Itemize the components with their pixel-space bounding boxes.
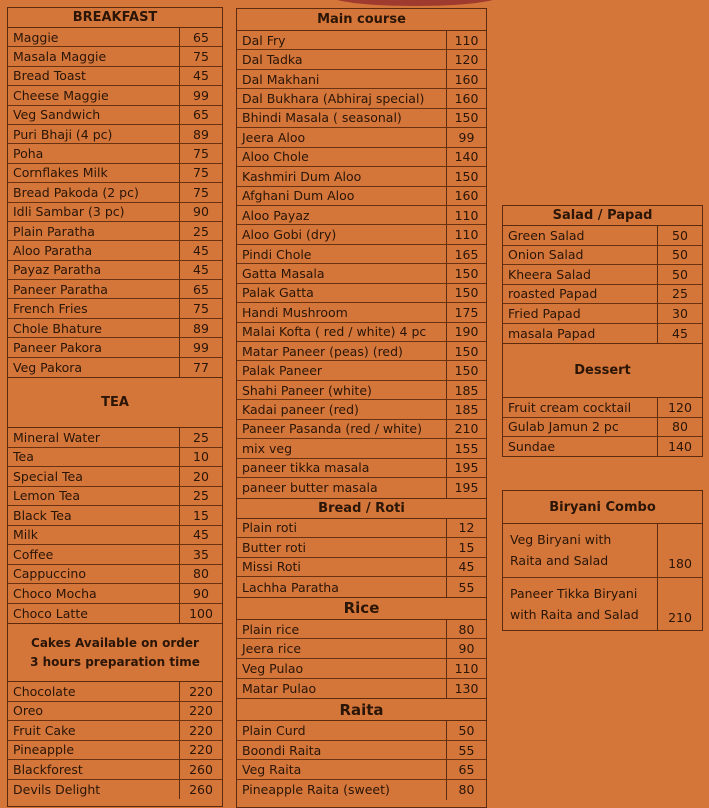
menu-item-price: 15 (446, 538, 486, 557)
menu-item-name: Pineapple (13, 742, 75, 758)
menu-item-name: Milk (13, 527, 38, 543)
menu-item-price: 50 (657, 265, 702, 284)
menu-item-price: 90 (179, 584, 222, 603)
menu-item-name: Afghani Dum Aloo (242, 188, 355, 204)
menu-item-name: Paneer Pakora (13, 339, 102, 355)
menu-item-name: Palak Paneer (242, 363, 323, 379)
menu-item-row (8, 467, 222, 487)
menu-item-name: Blackforest (13, 761, 83, 777)
menu-item-name: Gatta Masala (242, 265, 325, 281)
menu-item-row (8, 47, 222, 66)
menu-item-price: 150 (446, 342, 486, 360)
menu-item-row (237, 284, 486, 303)
menu-item-row (503, 418, 702, 438)
menu-item-name: Veg Pakora (13, 359, 83, 375)
menu-item-name: Aloo Gobi (dry) (242, 227, 337, 243)
menu-item-row (503, 398, 702, 418)
menu-item-price: 75 (179, 144, 222, 162)
menu-item-price: 150 (446, 284, 486, 302)
menu-item-price: 220 (179, 741, 222, 760)
menu-item-row (237, 31, 486, 50)
menu-item-row (8, 222, 222, 241)
menu-item-price: 150 (446, 264, 486, 282)
menu-item-name: Sundae (508, 439, 556, 455)
menu-item-name: Maggie (13, 29, 59, 45)
menu-item-row (237, 558, 486, 578)
menu-item-price: 80 (657, 418, 702, 437)
menu-item-name: Jeera Aloo (242, 129, 306, 145)
menu-item-price: 150 (446, 109, 486, 127)
menu-item-name: Fruit cream cocktail (508, 399, 632, 415)
menu-item-row (237, 342, 486, 361)
menu-item-price: 65 (179, 106, 222, 124)
menu-item-row (8, 164, 222, 183)
menu-item-row (237, 577, 486, 597)
main-course-header: Main course (237, 9, 486, 31)
menu-item-name: Pindi Chole (242, 246, 312, 262)
menu-item-row (237, 225, 486, 244)
menu-item-row (237, 519, 486, 539)
menu-item-price: 90 (446, 639, 486, 658)
menu-item-name: Choco Latte (13, 605, 88, 621)
menu-item-price: 10 (179, 448, 222, 467)
menu-item-name: paneer butter masala (242, 480, 378, 496)
menu-item-name: paneer tikka masala (242, 460, 370, 476)
menu-item-price: 220 (179, 682, 222, 701)
menu-item-row (8, 487, 222, 507)
menu-item-row (237, 400, 486, 419)
menu-item-row (8, 682, 222, 702)
menu-item-row (8, 760, 222, 780)
menu-item-row (237, 721, 486, 741)
menu-item-name: Paneer Paratha (13, 281, 108, 297)
menu-item-price: 99 (179, 86, 222, 104)
menu-item-name: Puri Bhaji (4 pc) (13, 126, 113, 142)
rice-header: Rice (237, 597, 486, 620)
menu-item-name: Onion Salad (508, 247, 584, 263)
biryani-box (502, 490, 703, 631)
menu-item-price: 220 (179, 702, 222, 721)
menu-item-name: Aloo Chole (242, 149, 309, 165)
menu-item-name: Gulab Jamun 2 pc (508, 419, 619, 435)
menu-item-price: 120 (446, 50, 486, 68)
menu-item-row (8, 584, 222, 604)
menu-item-price: 110 (446, 31, 486, 49)
menu-item-name: Poha (13, 146, 44, 162)
menu-item-name: Lachha Paratha (242, 579, 339, 595)
menu-item-price: 75 (179, 164, 222, 182)
menu-item-row (8, 702, 222, 722)
menu-item-name: Butter roti (242, 539, 306, 555)
menu-item-row (237, 264, 486, 283)
cakes-note (8, 623, 222, 682)
menu-item-name-line: Veg Biryani with (510, 532, 612, 548)
biryani-header: Biryani Combo (503, 491, 702, 524)
menu-item-price: 65 (179, 280, 222, 298)
menu-item-name: Bread Toast (13, 68, 86, 84)
menu-item-price: 25 (179, 222, 222, 240)
menu-item-name: Devils Delight (13, 781, 101, 797)
menu-item-row (8, 565, 222, 585)
menu-item-row (8, 545, 222, 565)
menu-item-price: 65 (179, 28, 222, 46)
menu-item-name-line: Paneer Tikka Biryani (510, 586, 638, 602)
menu-item-row (237, 167, 486, 186)
menu-item-row (237, 679, 486, 699)
menu-item-row (8, 203, 222, 222)
menu-item-name: roasted Papad (508, 286, 598, 302)
menu-item-row (237, 128, 486, 147)
menu-item-price: 80 (446, 780, 486, 800)
menu-item-price: 80 (179, 565, 222, 584)
menu-item-price: 55 (446, 741, 486, 760)
menu-item-name: Chole Bhature (13, 320, 102, 336)
menu-item-price: 195 (446, 478, 486, 497)
menu-item-price: 89 (179, 319, 222, 337)
left-column-box (7, 7, 223, 807)
menu-item-row (8, 241, 222, 260)
menu-item-name: Veg Sandwich (13, 107, 101, 123)
menu-item-row (237, 478, 486, 497)
menu-item-price: 45 (179, 526, 222, 545)
menu-item-price: 150 (446, 361, 486, 379)
menu-item-name: Dal Bukhara (Abhiraj special) (242, 91, 425, 107)
dessert-header: Dessert (503, 343, 702, 398)
menu-item-price: 180 (657, 524, 702, 577)
menu-item-price: 45 (446, 558, 486, 577)
menu-item-row (8, 319, 222, 338)
menu-item-row (503, 524, 702, 578)
menu-item-price: 77 (179, 358, 222, 377)
menu-item-price: 25 (179, 428, 222, 447)
bread-header: Bread / Roti (237, 498, 486, 519)
menu-item-price: 140 (446, 148, 486, 166)
menu-item-row (237, 459, 486, 478)
menu-item-price: 75 (179, 183, 222, 201)
menu-item-row (8, 280, 222, 299)
menu-item-row (237, 620, 486, 640)
menu-item-name: Plain Paratha (13, 223, 95, 239)
menu-item-name (503, 578, 657, 632)
menu-item-name: Jeera rice (242, 641, 302, 657)
menu-item-name: Kashmiri Dum Aloo (242, 168, 362, 184)
menu-item-row (8, 448, 222, 468)
menu-item-row (503, 437, 702, 457)
menu-item-name: Malai Kofta ( red / white) 4 pc (242, 324, 427, 340)
menu-item-price: 110 (446, 225, 486, 243)
menu-item-price: 185 (446, 381, 486, 399)
menu-item-price: 45 (657, 324, 702, 344)
menu-item-name: Bread Pakoda (2 pc) (13, 184, 139, 200)
menu-item-name: Special Tea (13, 468, 83, 484)
menu-item-row (237, 659, 486, 679)
menu-item-row (503, 304, 702, 324)
menu-item-name: Matar Pulao (242, 680, 317, 696)
menu-item-price: 25 (657, 285, 702, 304)
menu-item-price: 45 (179, 261, 222, 279)
menu-item-row (8, 780, 222, 800)
menu-item-row (237, 538, 486, 558)
menu-item-row (8, 86, 222, 105)
menu-item-name: Bhindi Masala ( seasonal) (242, 110, 402, 126)
menu-item-price: 50 (446, 721, 486, 740)
menu-item-name: Aloo Paratha (13, 242, 93, 258)
menu-item-row (237, 50, 486, 69)
menu-item-name-line: Raita and Salad (510, 553, 609, 569)
menu-item-name: Handi Mushroom (242, 304, 348, 320)
menu-item-name: Fruit Cake (13, 722, 76, 738)
menu-item-name: masala Papad (508, 325, 596, 341)
menu-item-price: 260 (179, 760, 222, 779)
menu-item-row (8, 144, 222, 163)
menu-item-name: Tea (13, 449, 34, 465)
menu-item-name: Matar Paneer (peas) (red) (242, 343, 403, 359)
menu-item-row (503, 324, 702, 344)
menu-item-name: French Fries (13, 301, 88, 317)
menu-item-name: Mineral Water (13, 429, 101, 445)
menu-item-row (8, 721, 222, 741)
menu-item-row (237, 89, 486, 108)
menu-item-name: Palak Gatta (242, 285, 314, 301)
menu-item-name: Idli Sambar (3 pc) (13, 204, 125, 220)
cakes-note-line2: 3 hours preparation time (30, 654, 200, 669)
menu-item-name: Veg Pulao (242, 660, 304, 676)
menu-item-price: 130 (446, 679, 486, 699)
menu-item-price: 220 (179, 721, 222, 740)
menu-item-name: Cheese Maggie (13, 87, 109, 103)
menu-item-row (503, 226, 702, 246)
menu-item-price: 165 (446, 245, 486, 263)
menu-item-row (8, 125, 222, 144)
raita-header: Raita (237, 698, 486, 721)
menu-item-price: 12 (446, 519, 486, 538)
menu-item-name: Plain rice (242, 621, 300, 637)
menu-item-price: 160 (446, 187, 486, 205)
middle-column-box (236, 8, 487, 808)
menu-item-price: 80 (446, 620, 486, 639)
menu-item-name: Kheera Salad (508, 266, 591, 282)
menu-item-row (8, 28, 222, 47)
menu-item-name: Masala Maggie (13, 49, 107, 65)
menu-item-name: Cappuccino (13, 566, 86, 582)
menu-item-price: 20 (179, 467, 222, 486)
menu-item-name: Paneer Pasanda (red / white) (242, 421, 422, 437)
menu-item-price: 50 (657, 246, 702, 265)
menu-item-name: Black Tea (13, 507, 72, 523)
menu-item-row (8, 67, 222, 86)
salad-header: Salad / Papad (503, 206, 702, 226)
menu-item-price: 160 (446, 89, 486, 107)
menu-item-row (8, 299, 222, 318)
menu-item-row (8, 604, 222, 624)
menu-item-price: 140 (657, 437, 702, 457)
menu-item-price: 260 (179, 780, 222, 800)
menu-item-row (8, 338, 222, 357)
menu-item-row (237, 381, 486, 400)
menu-item-row (237, 245, 486, 264)
menu-item-row (503, 246, 702, 266)
menu-item-price: 25 (179, 487, 222, 506)
menu-item-name: Payaz Paratha (13, 262, 102, 278)
menu-item-name: Fried Papad (508, 305, 581, 321)
menu-item-price: 45 (179, 67, 222, 85)
menu-item-name: Lemon Tea (13, 488, 81, 504)
menu-item-price: 210 (657, 578, 702, 632)
menu-item-row (8, 261, 222, 280)
menu-item-name: Green Salad (508, 227, 585, 243)
menu-item-price: 50 (657, 226, 702, 245)
menu-item-price: 190 (446, 323, 486, 341)
menu-item-name: Cornflakes Milk (13, 165, 108, 181)
menu-item-price: 110 (446, 206, 486, 224)
menu-item-row (237, 109, 486, 128)
menu-item-price: 160 (446, 70, 486, 88)
menu-item-name: Dal Tadka (242, 52, 303, 68)
menu-item-price: 89 (179, 125, 222, 143)
menu-item-row (237, 439, 486, 458)
tea-header: TEA (8, 377, 222, 428)
menu-item-row (237, 741, 486, 761)
cakes-note-line1: Cakes Available on order (31, 635, 199, 650)
menu-item-row (237, 760, 486, 780)
menu-item-price: 55 (446, 577, 486, 597)
menu-item-price: 65 (446, 760, 486, 779)
menu-item-row (8, 428, 222, 448)
menu-item-row (503, 265, 702, 285)
menu-item-name: Kadai paneer (red) (242, 402, 359, 418)
menu-item-price: 90 (179, 203, 222, 221)
menu-item-name: Aloo Payaz (242, 207, 310, 223)
menu-item-name: Missi Roti (242, 559, 301, 575)
menu-item-name: Coffee (13, 546, 54, 562)
menu-item-price: 175 (446, 303, 486, 321)
menu-item-row (237, 206, 486, 225)
menu-item-name: Plain roti (242, 520, 297, 536)
menu-item-price: 75 (179, 299, 222, 317)
menu-item-price: 120 (657, 398, 702, 417)
menu-item-row (8, 526, 222, 546)
menu-item-row (237, 361, 486, 380)
menu-item-row (8, 506, 222, 526)
menu-item-price: 210 (446, 420, 486, 438)
menu-item-price: 110 (446, 659, 486, 678)
menu-item-name: Boondi Raita (242, 742, 322, 758)
menu-item-row (237, 187, 486, 206)
menu-item-price: 15 (179, 506, 222, 525)
menu-item-price: 99 (179, 338, 222, 356)
menu-item-price: 35 (179, 545, 222, 564)
menu-item-name: Oreo (13, 703, 44, 719)
menu-item-row (237, 780, 486, 800)
menu-item-row (503, 578, 702, 632)
menu-item-row (8, 358, 222, 377)
menu-item-name: Choco Mocha (13, 585, 97, 601)
menu-item-name: Dal Makhani (242, 71, 320, 87)
menu-item-row (237, 148, 486, 167)
menu-item-name (503, 524, 657, 577)
menu-item-price: 30 (657, 304, 702, 323)
menu-item-price: 99 (446, 128, 486, 146)
menu-item-name: Plain Curd (242, 723, 306, 739)
menu-item-name: mix veg (242, 440, 293, 456)
menu-item-price: 150 (446, 167, 486, 185)
menu-item-row (237, 639, 486, 659)
menu-item-name-line: with Raita and Salad (510, 607, 639, 623)
menu-item-row (237, 70, 486, 89)
menu-item-name: Dal Fry (242, 32, 286, 48)
menu-item-name: Shahi Paneer (white) (242, 382, 372, 398)
menu-item-price: 75 (179, 47, 222, 65)
menu-item-row (237, 323, 486, 342)
menu-item-price: 155 (446, 439, 486, 457)
menu-item-price: 100 (179, 604, 222, 624)
menu-item-price: 185 (446, 400, 486, 418)
menu-item-name: Pineapple Raita (sweet) (242, 782, 390, 798)
menu-item-price: 45 (179, 241, 222, 259)
salad-dessert-box (502, 205, 703, 457)
menu-item-name: Veg Raita (242, 762, 302, 778)
menu-item-row (503, 285, 702, 305)
breakfast-header: BREAKFAST (8, 8, 222, 28)
menu-item-name: Chocolate (13, 683, 76, 699)
menu-item-row (8, 741, 222, 761)
top-decoration (330, 0, 500, 6)
menu-item-row (8, 106, 222, 125)
menu-item-row (8, 183, 222, 202)
menu-item-price: 195 (446, 459, 486, 477)
menu-item-row (237, 420, 486, 439)
menu-item-row (237, 303, 486, 322)
